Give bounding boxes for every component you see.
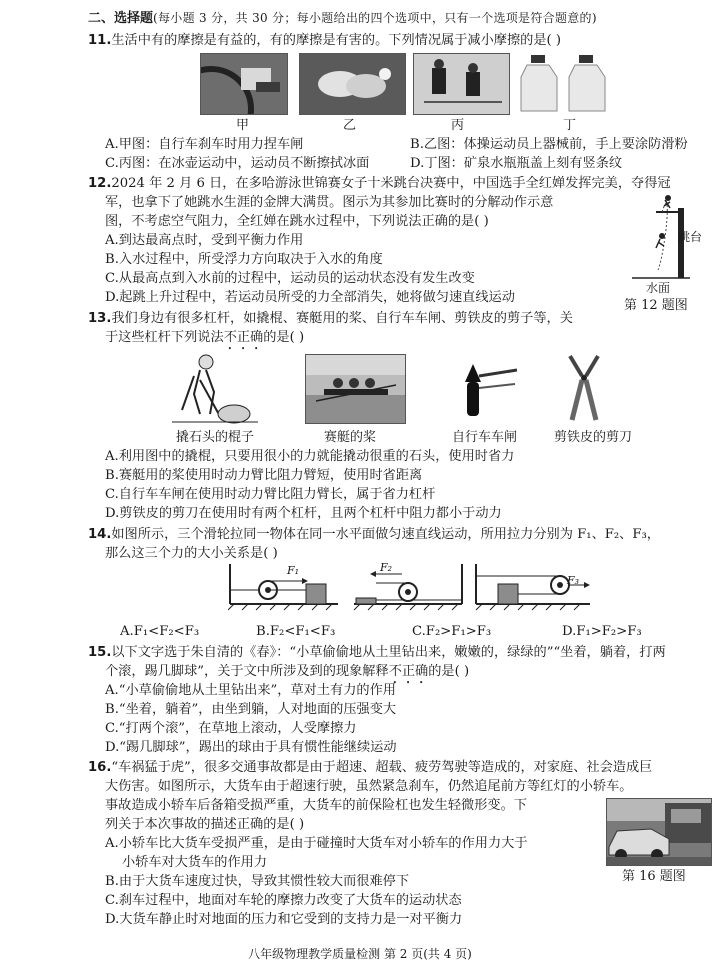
q15-option-d[interactable]: D.“踢几脚球”，踢出的球由于具有惯性能继续运动 [105, 740, 397, 755]
q12-line-2: 军，也拿下了她跳水生涯的金牌大满贯。图示为其参加比赛时的分解动作示意 [105, 195, 554, 210]
q11-caption-jia: 甲 [236, 118, 250, 133]
q12-option-c[interactable]: C.从最高点到入水前的过程中，运动员的运动状态没有发生改变 [105, 271, 475, 286]
q12-line-1 [88, 174, 671, 193]
q13-option-c[interactable]: C.自行车车闸在使用时动力臂比阻力臂长，属于省力杠杆 [105, 487, 436, 502]
q13-caption-crowbar: 撬石头的棍子 [176, 430, 255, 445]
q16-line-1 [88, 758, 652, 777]
q12-option-b[interactable]: B.入水过程中，所受浮力方向取决于入水的角度 [105, 252, 383, 267]
q11-option-a[interactable]: A.甲图：自行车刹车时用力捏车闸 [105, 137, 304, 152]
q11-photo-bottles [519, 53, 614, 113]
q13-text-2-emphasis: 不正确 [223, 330, 264, 345]
page-footer: 八年级物理教学质量检测 第 2 页(共 4 页) [248, 947, 472, 961]
q14-pulley-2 [352, 562, 464, 612]
q15-option-b[interactable]: B.“坐着，躺着”，由坐到躺，人对地面的压强变大 [105, 702, 397, 717]
q12-option-d[interactable]: D.起跳上升过程中，若运动员所受的力全部消失，她将做匀速直线运动 [105, 290, 515, 305]
q14-line-1 [88, 525, 660, 544]
q11-stem-text: 生活中有的摩擦是有益的，有的摩擦是有害的。下列情况属于减小摩擦的是( ) [111, 33, 562, 48]
q16-option-a-line-2[interactable]: 小轿车对大货车的作用力 [122, 855, 268, 870]
q11-option-b[interactable]: B.乙图：体操运动员上器械前，手上要涂防滑粉 [410, 137, 688, 152]
q12-number: 12. [88, 176, 112, 191]
q13-shears-figure [548, 350, 623, 426]
q12-line-3: 图，不考虑空气阻力，全红婵在跳水过程中，下列说法正确的是( ) [105, 214, 489, 229]
q13-text-2-post: 的是( ) [263, 330, 305, 345]
section-header [88, 9, 597, 28]
q12-option-a[interactable]: A.到达最高点时，受到平衡力作用 [105, 233, 304, 248]
q12-label-platform: 跳台 [678, 230, 703, 244]
q13-option-a[interactable]: A.利用图中的撬棍，只要用很小的力就能撬动很重的石头，使用时省力 [105, 449, 515, 464]
q11-photo-curling [413, 53, 510, 115]
q16-figure-caption: 第 16 题图 [622, 869, 686, 884]
q12-text-1: 2024 年 2 月 6 日，在多哈游泳世锦赛女子十米跳台决赛中，中国选手全红婵发挥完美，夺得冠 [111, 176, 671, 191]
q16-option-a-line-1[interactable]: A.小轿车比大货车受损严重，是由于碰撞时大货车对小轿车的作用力大于 [105, 836, 528, 851]
section-note: (每小题 3 分，共 30 分；每小题给出的四个选项中，只有一个选项是符合题意的) [153, 11, 597, 25]
q11-photo-bike-brake [200, 53, 288, 115]
q12-figure-caption: 第 12 题图 [624, 298, 688, 313]
q11-caption-ding: 丁 [563, 118, 577, 133]
q15-text-1: 以下文字选于朱自清的《春》：“小草偷偷地从土里钻出来，嫩嫩的，绿绿的”“坐着，躺着，打两 [111, 645, 666, 660]
q13-caption-brake: 自行车车闸 [452, 430, 518, 445]
q15-line-1 [88, 643, 666, 662]
q13-text-2-pre: 于这些杠杆下列说法 [105, 330, 224, 345]
q15-text-2-post: 的是( ) [428, 664, 470, 679]
bottles-drawing [519, 53, 614, 113]
q14-label-f2: F₂ [380, 561, 393, 574]
q16-number: 16. [88, 760, 112, 775]
q13-crowbar-figure [170, 350, 260, 426]
q11-stem [88, 31, 561, 50]
q16-line-4: 列关于本次事故的描述正确的是( ) [105, 817, 305, 832]
q14-option-c[interactable]: C.F₂>F₁>F₃ [412, 624, 492, 639]
q16-accident-photo [606, 798, 712, 866]
q12-label-water: 水面 [646, 281, 671, 295]
q14-text-1: 如图所示，三个滑轮拉同一物体在同一水平面做匀速直线运动，所用拉力分别为 F₁、F₂、F₃， [111, 527, 660, 542]
q15-text-2-pre: 个滚，踢几脚球”，关于文中所涉及到的现象解释 [105, 664, 389, 679]
q16-option-b[interactable]: B.由于大货车速度过快，导致其惯性较大而很难停下 [105, 874, 410, 889]
q15-option-c[interactable]: C.“打两个滚”，在草地上滚动，人受摩擦力 [105, 721, 357, 736]
q15-text-2-emphasis: 不正确 [388, 664, 429, 679]
q14-option-a[interactable]: A.F₁<F₂<F₃ [120, 624, 200, 639]
q14-number: 14. [88, 527, 112, 542]
q14-option-d[interactable]: D.F₁>F₂>F₃ [562, 624, 642, 639]
q12-diving-figure [618, 190, 718, 290]
q13-caption-shears: 剪铁皮的剪刀 [554, 430, 633, 445]
q14-label-f1: F₁ [287, 564, 300, 577]
q11-photo-chalk-hands [299, 53, 406, 115]
q16-option-c[interactable]: C.刹车过程中，地面对车轮的摩擦力改变了大货车的运动状态 [105, 893, 462, 908]
q16-line-2: 大伤害。如图所示，大货车由于超速行驶，虽然紧急刹车，仍然追尾前方等红灯的小轿车。 [105, 779, 633, 794]
q14-label-f3: F₃ [567, 574, 580, 587]
q13-option-d[interactable]: D.剪铁皮的剪刀在使用时有两个杠杆，且两个杠杆中阻力都小于动力 [105, 506, 502, 521]
q13-text-1: 我们身边有很多杠杆，如撬棍、赛艇用的桨、自行车车闸、剪铁皮的剪子等，关 [111, 311, 573, 326]
q16-line-3: 事故造成小轿车后备箱受损严重，大货车的前保险杠也发生轻微形变。下 [105, 798, 527, 813]
q15-option-a[interactable]: A.“小草偷偷地从土里钻出来”，草对土有力的作用 [105, 683, 396, 698]
q11-caption-bing: 丙 [451, 118, 465, 133]
bike-brake-drawing [201, 54, 287, 114]
q13-rowing-photo [305, 354, 406, 424]
q13-number: 13. [88, 311, 112, 326]
q13-line-1 [88, 309, 573, 328]
q11-option-d[interactable]: D.丁图：矿泉水瓶瓶盖上刻有竖条纹 [410, 156, 623, 171]
q13-bike-brake-figure [445, 354, 520, 422]
q16-option-d[interactable]: D.大货车静止时对地面的压力和它受到的支持力是一对平衡力 [105, 912, 463, 927]
q13-caption-oar: 赛艇的桨 [324, 430, 377, 445]
q11-caption-yi: 乙 [343, 118, 357, 133]
q11-number: 11. [88, 33, 112, 48]
q16-text-1: “车祸猛于虎”，很多交通事故都是由于超速、超载、疲劳驾驶等造成的，对家庭、社会造成巨 [111, 760, 653, 775]
curling-drawing [414, 54, 509, 114]
rowing-drawing [306, 355, 405, 423]
q14-pulley-1 [228, 562, 340, 612]
q15-number: 15. [88, 645, 112, 660]
q14-option-b[interactable]: B.F₂<F₁<F₃ [256, 624, 336, 639]
q11-option-c[interactable]: C.丙图：在冰壶运动中，运动员不断擦拭冰面 [105, 156, 370, 171]
q13-option-b[interactable]: B.赛艇用的桨使用时动力臂比阻力臂短，使用时省距离 [105, 468, 423, 483]
section-title: 二、选择题 [88, 11, 154, 26]
q14-line-2: 那么这三个力的大小关系是( ) [105, 546, 278, 561]
chalk-hands-drawing [300, 54, 405, 114]
accident-drawing [607, 799, 711, 865]
